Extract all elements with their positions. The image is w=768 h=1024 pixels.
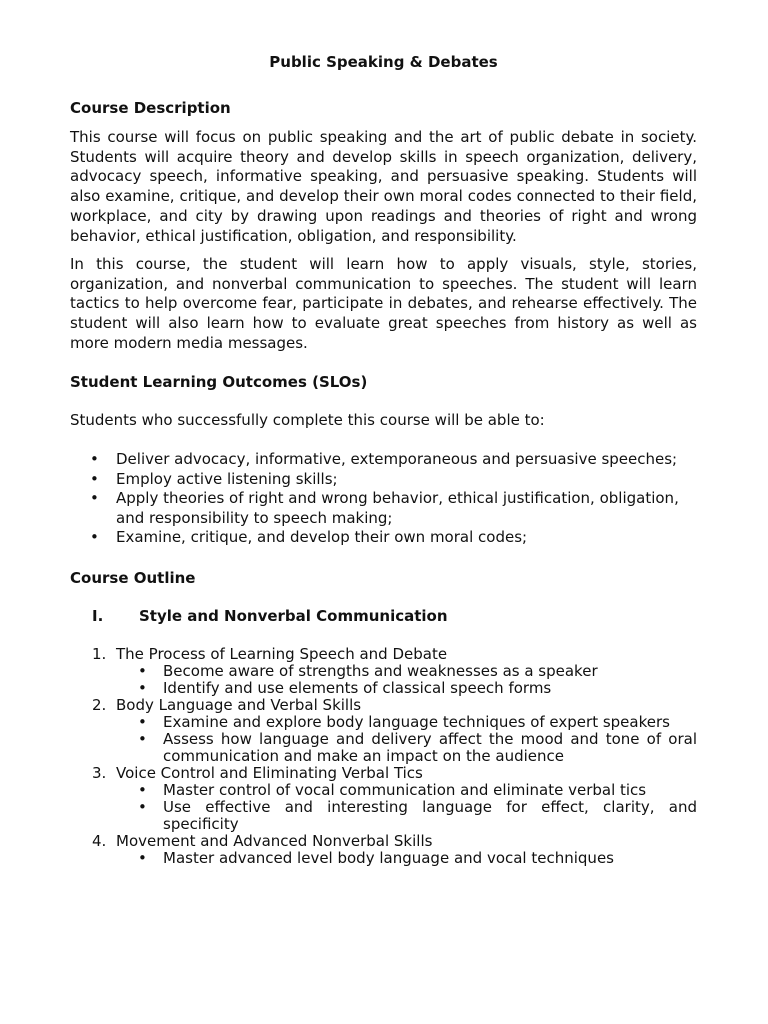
section-numeral: I. — [92, 607, 104, 625]
topic-title: Movement and Advanced Nonverbal Skills — [116, 832, 433, 850]
point-text: Examine and explore body language techniques of expert speakers — [163, 713, 670, 731]
topic-title: Voice Control and Eliminating Verbal Tics — [116, 764, 423, 782]
topic-number: 1. — [92, 645, 107, 663]
list-item — [116, 663, 697, 680]
bullet-icon: • — [138, 798, 147, 816]
topic-number: 3. — [92, 764, 107, 782]
topic-number: 4. — [92, 832, 107, 850]
list-item — [70, 470, 697, 490]
bullet-icon: • — [138, 662, 147, 680]
slos-heading: Student Learning Outcomes (SLOs) — [70, 373, 368, 391]
course-description-paragraph: In this course, the student will learn how to apply visuals, style, stories, organization, and nonverbal communication to speeches. The student will learn tactics to help overcome fear, participate in debates, and rehearse effectively. The student will also learn how to evaluate great speeches from history as well as more modern media messages. — [70, 255, 697, 352]
point-text: Master control of vocal communication and eliminate verbal tics — [163, 781, 647, 799]
list-item — [116, 782, 697, 799]
course-description-paragraph: This course will focus on public speaking and the art of public debate in society. Students will acquire theory and develop skills in speech organization, delivery, advocacy speech, informative speaking, and persuasive speaking. Students will also examine, critique, and develop their own moral codes connected to their field, workplace, and city by drawing upon readings and theories of right and wrong behavior, ethical justification, obligation, and responsibility. — [70, 128, 697, 245]
list-item — [70, 528, 697, 548]
bullet-icon: • — [90, 528, 99, 547]
point-text: Become aware of strengths and weaknesses as a speaker — [163, 662, 598, 680]
list-item — [116, 850, 697, 867]
bullet-icon: • — [138, 713, 147, 731]
list-item — [116, 714, 697, 731]
list-item — [70, 489, 697, 528]
list-item — [116, 799, 697, 833]
outline-topic — [92, 833, 697, 867]
slo-text: Employ active listening skills; — [116, 469, 338, 488]
slos-list — [70, 450, 697, 548]
list-item — [70, 450, 697, 470]
document-title: Public Speaking & Debates — [269, 53, 498, 71]
topic-title: Body Language and Verbal Skills — [116, 696, 362, 714]
outline-topic — [92, 765, 697, 833]
slo-text: Examine, critique, and develop their own moral codes; — [116, 528, 528, 547]
outline-topic — [92, 646, 697, 697]
topic-points — [116, 782, 697, 833]
bullet-icon: • — [90, 450, 99, 468]
list-item — [116, 731, 697, 765]
outline-section-heading — [92, 607, 448, 625]
topic-number: 2. — [92, 696, 107, 714]
topic-points — [116, 850, 697, 867]
point-text: Master advanced level body language and vocal techniques — [163, 849, 614, 867]
slo-text: Apply theories of right and wrong behavior, ethical justification, obligation, and responsibility to speech making; — [116, 489, 679, 527]
section-title: Style and Nonverbal Communication — [139, 607, 448, 625]
bullet-icon: • — [138, 679, 147, 697]
bullet-icon: • — [138, 849, 147, 867]
topic-points — [116, 714, 697, 765]
course-description-heading: Course Description — [70, 99, 231, 117]
topic-points — [116, 663, 697, 697]
bullet-icon: • — [90, 469, 99, 488]
point-text: Assess how language and delivery affect the mood and tone of oral communication and make an impact on the audience — [163, 730, 697, 765]
slos-intro: Students who successfully complete this course will be able to: — [70, 411, 545, 429]
point-text: Identify and use elements of classical speech forms — [163, 679, 552, 697]
slo-text: Deliver advocacy, informative, extemporaneous and persuasive speeches; — [116, 450, 678, 468]
bullet-icon: • — [90, 489, 99, 508]
outline-topic — [92, 697, 697, 765]
topic-title: The Process of Learning Speech and Debate — [116, 645, 448, 663]
list-item — [116, 680, 697, 697]
point-text: Use effective and interesting language for effect, clarity, and specificity — [163, 798, 697, 833]
bullet-icon: • — [138, 781, 147, 799]
bullet-icon: • — [138, 730, 147, 748]
course-outline-heading: Course Outline — [70, 569, 196, 587]
course-outline-list — [92, 646, 697, 867]
